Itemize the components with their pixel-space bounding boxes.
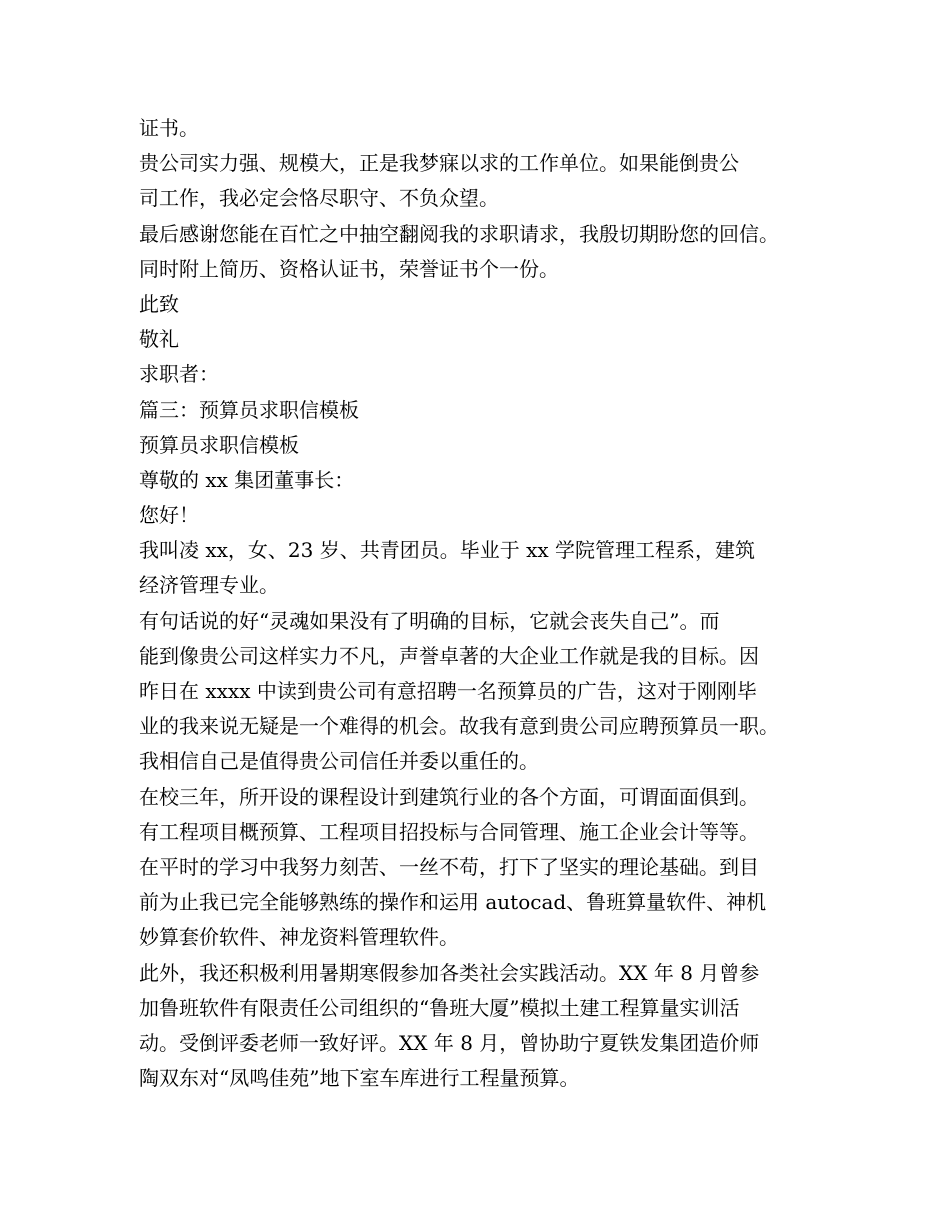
text-line: 证书。 [139,116,199,140]
text-line: 加鲁班软件有限责任公司组织的“鲁班大厦”模拟土建工程算量实训活 [139,995,740,1020]
closing-salutation: 此致 [139,291,179,316]
text-line: 在校三年，所开设的课程设计到建筑行业的各个方面，可谓面面俱到。 [139,784,759,809]
text-line: 有句话说的好“灵魂如果没有了明确的目标，它就会丧失自己”。而 [139,608,720,633]
text-line: 在平时的学习中我努力刻苦、一丝不苟，打下了坚实的理论基础。到目 [139,854,759,879]
document-body [139,111,839,1096]
text-line: 司工作，我必定会恪尽职守、不负众望。 [139,186,499,211]
section-heading: 篇三：预算员求职信模板 [139,397,359,422]
letter-title: 预算员求职信模板 [139,432,299,457]
text-line: 最后感谢您能在百忙之中抽空翻阅我的求职请求，我殷切期盼您的回信。 [139,221,779,246]
text-line: 我相信自己是值得贵公司信任并委以重任的。 [139,749,539,774]
text-line: 经济管理专业。 [139,573,279,598]
letter-addressee: 尊敬的 xx 集团董事长： [139,467,355,492]
text-line: 昨日在 xxxx 中读到贵公司有意招聘一名预算员的广告，这对于刚刚毕 [139,679,757,703]
closing-regards: 敬礼 [139,327,179,352]
text-line: 业的我来说无疑是一个难得的机会。故我有意到贵公司应聘预算员一职。 [139,714,779,739]
text-line: 妙算套价软件、神龙资料管理软件。 [139,925,459,950]
text-line: 陶双东对“凤鸣佳苑”地下室车库进行工程量预算。 [139,1066,580,1091]
text-line: 我叫凌 xx，女、23 岁、共青团员。毕业于 xx 学院管理工程系，建筑 [139,538,755,563]
text-line: 前为止我已完全能够熟练的操作和运用 autocad、鲁班算量软件、神机 [139,890,767,915]
signature-label: 求职者： [139,362,219,387]
text-line: 动。受倒评委老师一致好评。XX 年 8 月，曾协助宁夏铁发集团造价师 [139,1030,760,1055]
text-line: 贵公司实力强、规模大，正是我梦寐以求的工作单位。如果能倒贵公 [139,151,739,176]
text-line: 有工程项目概预算、工程项目招投标与合同管理、施工企业会计等等。 [139,819,759,844]
text-line: 同时附上简历、资格认证书，荣誉证书个一份。 [139,256,559,281]
text-line: 此外，我还积极利用暑期寒假参加各类社会实践活动。XX 年 8 月曾参 [139,960,760,985]
letter-greeting: 您好！ [139,503,199,528]
text-line: 能到像贵公司这样实力不凡，声誉卓著的大企业工作就是我的目标。因 [139,643,759,668]
